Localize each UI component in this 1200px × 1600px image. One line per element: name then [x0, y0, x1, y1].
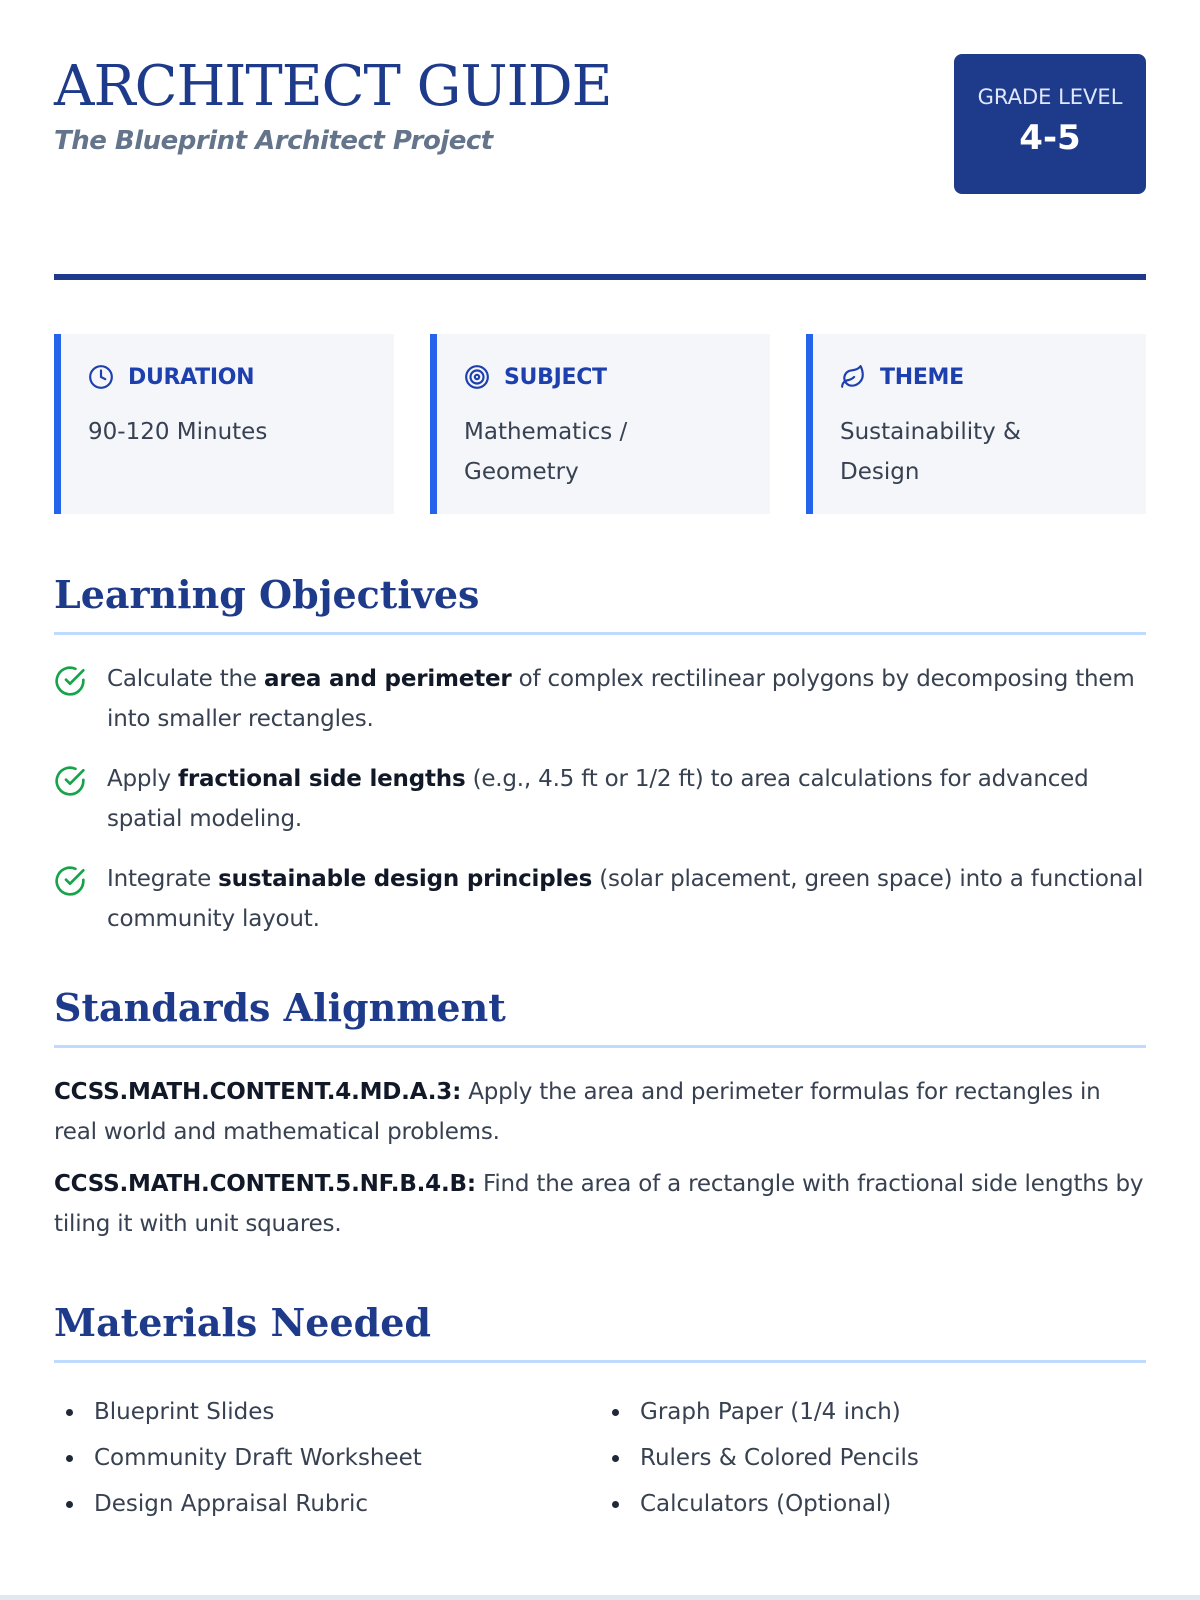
check-circle-icon — [54, 765, 86, 797]
page-title: ARCHITECT GUIDE — [54, 54, 612, 119]
objectives-list — [54, 659, 1146, 939]
list-item: Calculators (Optional) — [600, 1481, 1146, 1527]
card-value: Mathematics / Geometry — [464, 419, 628, 485]
check-circle-icon — [54, 665, 86, 697]
page-bottom-edge — [0, 1595, 1200, 1600]
materials-list-right — [600, 1389, 1146, 1527]
grade-level-label: GRADE LEVEL — [977, 85, 1123, 109]
objective-text: Calculate the area and perimeter of complex rectilinear polygons by decomposing them into smaller rectangles. — [107, 666, 1135, 732]
standard-item: CCSS.MATH.CONTENT.5.NF.B.4.B: Find the area of a rectangle with fractional side lengths by tiling it with unit squares. — [54, 1171, 1144, 1237]
materials-needed-section — [54, 1300, 1146, 1527]
card-header — [88, 364, 394, 390]
card-value: Sustainability & Design — [840, 419, 1021, 485]
section-title: Learning Objectives — [54, 572, 1146, 635]
list-item — [54, 859, 1146, 939]
list-item — [54, 659, 1146, 739]
list-item: Community Draft Worksheet — [54, 1435, 600, 1481]
card-header — [840, 364, 1146, 390]
list-item: Graph Paper (1/4 inch) — [600, 1389, 1146, 1435]
learning-objectives-section — [54, 572, 1146, 939]
list-item — [54, 759, 1146, 839]
page-subtitle: The Blueprint Architect Project — [54, 126, 493, 156]
materials-grid — [54, 1389, 1146, 1527]
list-item: Design Appraisal Rubric — [54, 1481, 600, 1527]
list-item: Rulers & Colored Pencils — [600, 1435, 1146, 1481]
grade-level-badge — [954, 54, 1146, 194]
card-title: SUBJECT — [504, 364, 607, 390]
grade-level-value: 4-5 — [1019, 118, 1081, 158]
info-cards — [54, 334, 1146, 514]
info-card-subject — [430, 334, 770, 514]
target-icon — [464, 364, 490, 390]
card-title: DURATION — [128, 364, 255, 390]
standards-alignment-section — [54, 985, 1146, 1244]
info-card-theme — [806, 334, 1146, 514]
objective-text: Integrate sustainable design principles (solar placement, green space) into a functional community layout. — [107, 866, 1144, 932]
header — [54, 54, 1146, 222]
section-title: Standards Alignment — [54, 985, 1146, 1048]
leaf-icon — [840, 364, 866, 390]
list-item: Blueprint Slides — [54, 1389, 600, 1435]
card-value: 90-120 Minutes — [88, 419, 268, 445]
standard-item: CCSS.MATH.CONTENT.4.MD.A.3: Apply the area and perimeter formulas for rectangles in real world and mathematical problems. — [54, 1079, 1101, 1145]
card-header — [464, 364, 770, 390]
title-block — [54, 54, 611, 158]
clock-icon — [88, 364, 114, 390]
header-divider — [54, 274, 1146, 280]
section-title: Materials Needed — [54, 1300, 1146, 1363]
card-title: THEME — [880, 364, 964, 390]
materials-list-left — [54, 1389, 600, 1527]
check-circle-icon — [54, 865, 86, 897]
objective-text: Apply fractional side lengths (e.g., 4.5 ft or 1/2 ft) to area calculations for advanced spatial modeling. — [107, 766, 1089, 832]
info-card-duration — [54, 334, 394, 514]
